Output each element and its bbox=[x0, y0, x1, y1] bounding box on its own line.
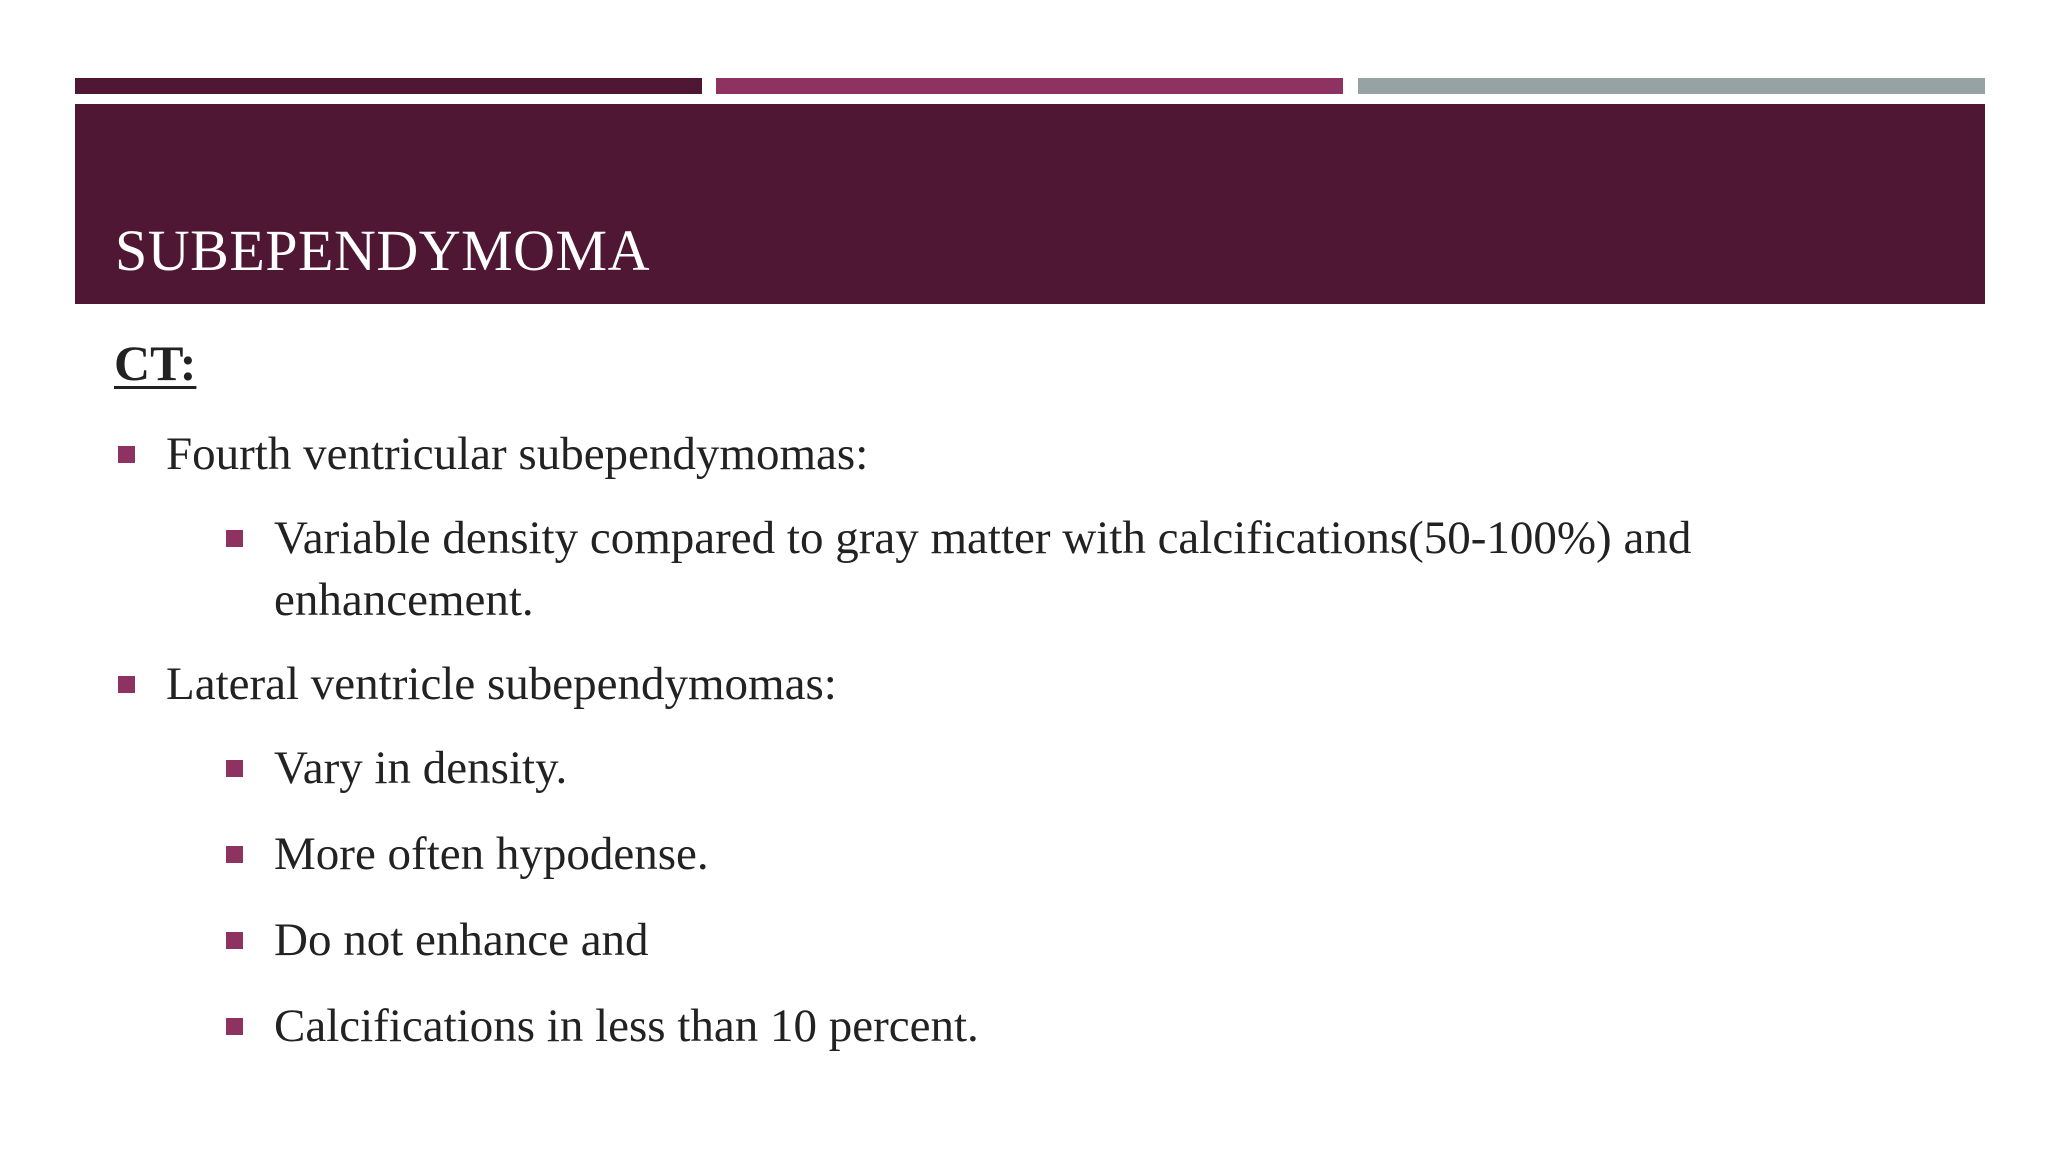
square-bullet-icon bbox=[226, 760, 243, 777]
square-bullet-icon bbox=[226, 932, 243, 949]
sub-bullet-text: Vary in density. bbox=[274, 741, 568, 794]
sub-bullet-list bbox=[166, 737, 1954, 1057]
sub-bullet-text: Do not enhance and bbox=[274, 913, 649, 966]
square-bullet-icon bbox=[226, 846, 243, 863]
sub-bullet-item bbox=[222, 909, 1954, 971]
square-bullet-icon bbox=[226, 1018, 243, 1035]
square-bullet-icon bbox=[118, 446, 135, 463]
sub-bullet-text: Variable density compared to gray matter with calcifications(50-100%) and enhancement. bbox=[274, 511, 1692, 626]
sub-bullet-text: More often hypodense. bbox=[274, 827, 709, 880]
square-bullet-icon bbox=[118, 676, 135, 693]
title-banner bbox=[75, 104, 1985, 304]
bullet-list bbox=[114, 423, 1954, 1057]
slide-title: SUBEPENDYMOMA bbox=[115, 218, 651, 283]
accent-bar-dark bbox=[75, 78, 702, 94]
section-heading: CT: bbox=[114, 335, 197, 391]
sub-bullet-item bbox=[222, 823, 1954, 885]
slide-content bbox=[114, 335, 1954, 1057]
bullet-item bbox=[114, 423, 1954, 631]
bullet-text: Fourth ventricular subependymomas: bbox=[166, 427, 869, 480]
accent-bar-magenta bbox=[716, 78, 1343, 94]
bullet-text: Lateral ventricle subependymomas: bbox=[166, 657, 837, 710]
sub-bullet-item bbox=[222, 737, 1954, 799]
square-bullet-icon bbox=[226, 530, 243, 547]
sub-bullet-text: Calcifications in less than 10 percent. bbox=[274, 999, 979, 1052]
accent-bar-gray bbox=[1358, 78, 1985, 94]
sub-bullet-item bbox=[222, 995, 1954, 1057]
sub-bullet-list bbox=[166, 507, 1954, 631]
bullet-item bbox=[114, 653, 1954, 1057]
sub-bullet-item bbox=[222, 507, 1954, 631]
